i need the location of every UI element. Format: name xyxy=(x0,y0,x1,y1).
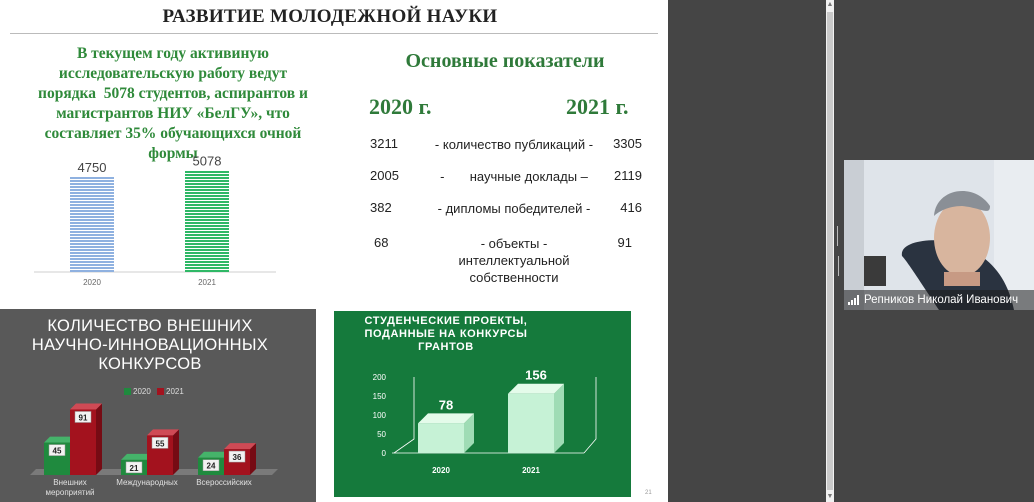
year-2021-heading: 2021 г. xyxy=(566,94,629,119)
data-label: 36 xyxy=(232,453,242,463)
participant-video-tile[interactable] xyxy=(844,160,1034,310)
value-2020: 2005 xyxy=(370,168,399,183)
axis-wall xyxy=(394,377,414,453)
y-tick-label: 50 xyxy=(377,430,386,439)
value-2020: 68 xyxy=(374,235,389,250)
grants-title-line: СТУДЕНЧЕСКИЕ ПРОЕКТЫ, xyxy=(364,315,528,327)
bar-side xyxy=(173,429,179,475)
grants-title-line: ГРАНТОВ xyxy=(418,341,474,353)
grant-projects-panel xyxy=(334,311,631,497)
intro-line: исследовательскую работу ведут xyxy=(58,65,288,82)
contests-title-line: НАУЧНО-ИННОВАЦИОННЫХ xyxy=(31,336,269,354)
legend-swatch-2021 xyxy=(157,388,164,395)
data-label: 24 xyxy=(206,461,216,471)
indicator-label xyxy=(414,235,614,286)
value-2021: 3305 xyxy=(613,136,642,151)
data-label: 55 xyxy=(155,439,165,449)
data-label: 4750 xyxy=(77,160,107,175)
y-tick-label: 100 xyxy=(372,411,386,420)
bar-2020 xyxy=(418,423,464,453)
bar-2021 xyxy=(185,170,229,272)
grants-title xyxy=(356,315,536,354)
indicator-row-diplomas xyxy=(364,200,654,220)
y-tick-label: 150 xyxy=(372,392,386,401)
title-divider xyxy=(10,33,658,34)
x-tick-label: 2020 xyxy=(83,278,101,287)
y-tick-label: 0 xyxy=(381,449,386,458)
slide-title: РАЗВИТИЕ МОЛОДЕЖНОЙ НАУКИ xyxy=(162,6,498,27)
value-2021: 91 xyxy=(617,235,632,250)
contests-bar-chart xyxy=(0,399,316,502)
legend-swatch-2020 xyxy=(124,388,131,395)
grants-bar-chart xyxy=(334,359,631,497)
value-2020: 3211 xyxy=(370,136,398,151)
value-2020: 382 xyxy=(370,200,392,215)
data-label: 78 xyxy=(438,397,454,413)
panel-splitter-handle[interactable] xyxy=(836,221,841,251)
intro-line: магистрантов НИУ «БелГУ», что xyxy=(56,105,290,122)
data-label: 5078 xyxy=(192,153,222,169)
participant-video-frame xyxy=(844,160,1034,310)
data-label: 45 xyxy=(52,446,62,456)
scroll-up-arrow-icon[interactable]: ▲ xyxy=(826,1,834,8)
indicator-label: - количество публикаций - xyxy=(434,137,594,152)
value-2021: 416 xyxy=(620,200,642,215)
x-tick-label: 2021 xyxy=(522,466,540,475)
bar-side xyxy=(96,403,102,475)
grants-title-line: ПОДАННЫЕ НА КОНКУРСЫ xyxy=(364,328,528,340)
connection-signal-icon xyxy=(848,295,860,305)
legend-label: 2020 xyxy=(133,387,151,396)
value-2021: 2119 xyxy=(614,168,642,183)
participant-name: Репников Николай Иванович xyxy=(864,294,1019,306)
chart-legend xyxy=(124,387,184,396)
slide-page-number: 21 xyxy=(645,490,652,496)
intro-line: порядка 5078 студентов, аспирантов и xyxy=(38,85,308,102)
indicator-label-line: собственности xyxy=(469,270,559,285)
participant-name-bar xyxy=(844,290,1034,310)
axis-wall xyxy=(584,377,596,453)
legend-label: 2021 xyxy=(166,387,184,396)
external-contests-panel xyxy=(0,309,316,502)
bar-2020 xyxy=(70,177,114,272)
intro-text xyxy=(28,44,318,164)
category-label: Всероссийских xyxy=(196,478,252,487)
data-label: 156 xyxy=(525,367,547,383)
indicator-row-publications xyxy=(364,136,654,156)
x-tick-label: 2021 xyxy=(198,278,216,287)
indicator-label-line: интеллектуальной xyxy=(458,253,570,268)
key-indicators-title: Основные показатели xyxy=(405,50,605,72)
category-label: Международных xyxy=(116,478,178,487)
bar-side xyxy=(554,384,564,453)
scrollbar-thumb[interactable] xyxy=(827,12,833,490)
year-2020-heading: 2020 г. xyxy=(369,94,432,119)
indicator-row-ip xyxy=(364,235,654,285)
data-label: 91 xyxy=(78,413,88,423)
indicator-label: - дипломы победителей - xyxy=(437,201,591,216)
category-label: Внешних xyxy=(53,478,87,487)
scroll-down-arrow-icon[interactable]: ▼ xyxy=(826,493,834,500)
contests-title-line: КОНКУРСОВ xyxy=(98,355,202,373)
indicator-label: - научные доклады – xyxy=(440,169,588,184)
contests-title-line: КОЛИЧЕСТВО ВНЕШНИХ xyxy=(47,317,253,335)
contests-title xyxy=(0,317,300,374)
students-bar-chart xyxy=(30,150,280,295)
y-tick-label: 200 xyxy=(372,373,386,382)
bar-2021 xyxy=(508,394,554,453)
x-tick-label: 2020 xyxy=(432,466,450,475)
intro-line: формы xyxy=(148,145,198,162)
indicator-label-line: - объекты - xyxy=(480,236,548,251)
intro-line: составляет 35% обучающихся очной xyxy=(44,125,302,142)
category-label: мероприятий xyxy=(45,488,95,497)
data-label: 21 xyxy=(129,463,139,473)
indicator-row-reports xyxy=(364,168,654,188)
intro-line: В текущем году активиную xyxy=(76,45,270,62)
